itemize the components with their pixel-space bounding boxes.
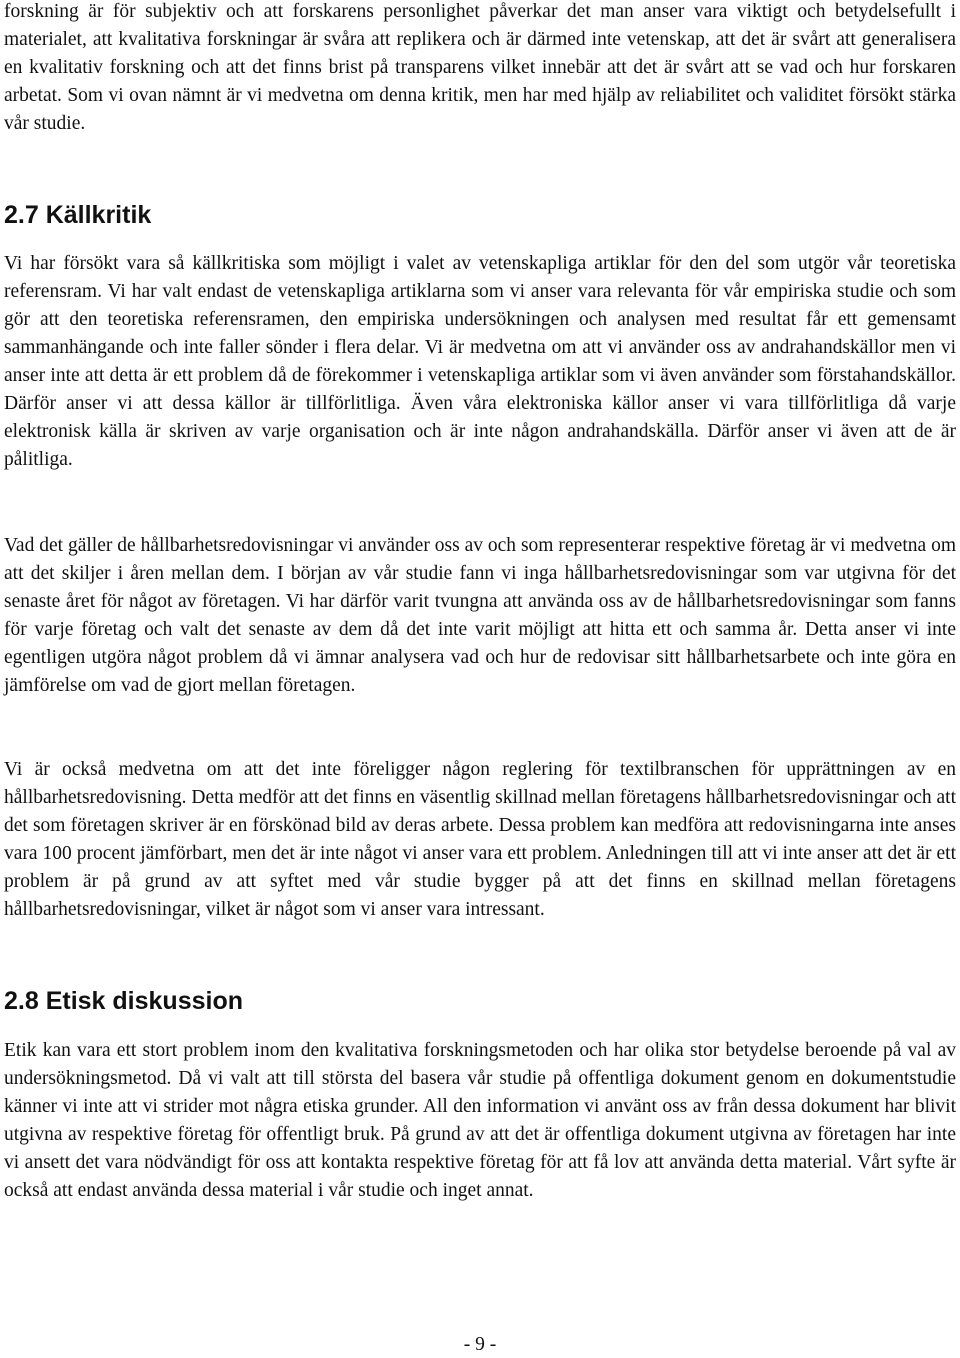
etisk-diskussion-paragraph: Etik kan vara ett stort problem inom den kvalitativa forskningsmetoden och har olika stor betydelse beroende på val av undersökningsmetod. Då vi valt att till största del basera vår studie på offentliga dokument genom en dokumentstudie känner vi inte att vi strider mot några etiska grunder. All den information vi använt oss av från dessa dokument har blivit utgivna av respektive företag för offentligt bruk. På grund av att det är offentliga dokument utgivna av företagen har inte vi ansett det vara nödvändigt för oss att kontakta respektive företag för att få lov att använda detta material. Vårt syfte är också att endast använda dessa material i vår studie och inget annat. <box>4 1040 956 1201</box>
page-number: - 9 - <box>463 1334 497 1355</box>
section-heading-kallkritik: 2.7 Källkritik <box>4 201 152 229</box>
section-heading-etisk-diskussion: 2.8 Etisk diskussion <box>4 987 243 1015</box>
kallkritik-paragraph-3: Vi är också medvetna om att det inte föreligger någon reglering för textilbranschen för upprättningen av en hållbarhetsredovisning. Detta medför att det finns en väsentlig skillnad mellan företagens hållbarhetsredovisningar och att det som företagen skriver är en förskönad bild av deras arbete. Dessa problem kan medföra att redovisningarna inte anses vara 100 procent jämförbart, men det är inte något vi anser vara ett problem. Anledningen till att vi inte anser att det är ett problem är på grund av att syftet med vår studie bygger på att det finns en skillnad mellan företagens hållbarhetsredovisningar, vilket är något som vi anser vara intressant. <box>4 759 956 920</box>
intro-paragraph: forskning är för subjektiv och att forskarens personlighet påverkar det man anser vara viktigt och betydelsefullt i materialet, att kvalitativa forskningar är svåra att replikera och är därmed inte vetenskap, att det är svårt att generalisera en kvalitativ forskning och att det finns brist på transparens vilket innebär att det är svårt att se vad och hur forskaren arbetat. Som vi ovan nämnt är vi medvetna om denna kritik, men har med hjälp av reliabilitet och validitet försökt stärka vår studie. <box>4 1 956 134</box>
kallkritik-paragraph-2: Vad det gäller de hållbarhetsredovisningar vi använder oss av och som representerar respektive företag är vi medvetna om att det skiljer i åren mellan dem. I början av vår studie fann vi inga hållbarhetsredovisningar som var utgivna för det senaste året för något av företagen. Vi har därför varit tvungna att använda oss av de hållbarhetsredovisningar som fanns för varje företag och valt det senaste av dem då det inte varit möjligt att hitta ett och samma år. Detta anser vi inte egentligen utgöra något problem då vi ämnar analysera vad och hur de redovisar sitt hållbarhetsarbete och inte göra en jämförelse om vad de gjort mellan företagen. <box>4 535 956 696</box>
kallkritik-paragraph-1: Vi har försökt vara så källkritiska som möjligt i valet av vetenskapliga artiklar för den del som utgör vår teoretiska referensram. Vi har valt endast de vetenskapliga artiklarna som vi anser vara relevanta för vår empiriska studie och som gör att den teoretiska referensramen, den empiriska undersökningen och analysen med resultat får ett gemensamt sammanhängande och inte faller sönder i flera delar. Vi är medvetna om att vi använder oss av andrahandskällor men vi anser inte att detta är ett problem då de förekommer i vetenskapliga artiklar som vi även använder som förstahandskällor. Därför anser vi att dessa källor är tillförlitliga. Även våra elektroniska källor anser vi vara tillförlitliga då varje elektronisk källa är skriven av varje organisation och är inte någon andrahandskälla. Därför anser vi även att de är pålitliga. <box>4 253 956 470</box>
